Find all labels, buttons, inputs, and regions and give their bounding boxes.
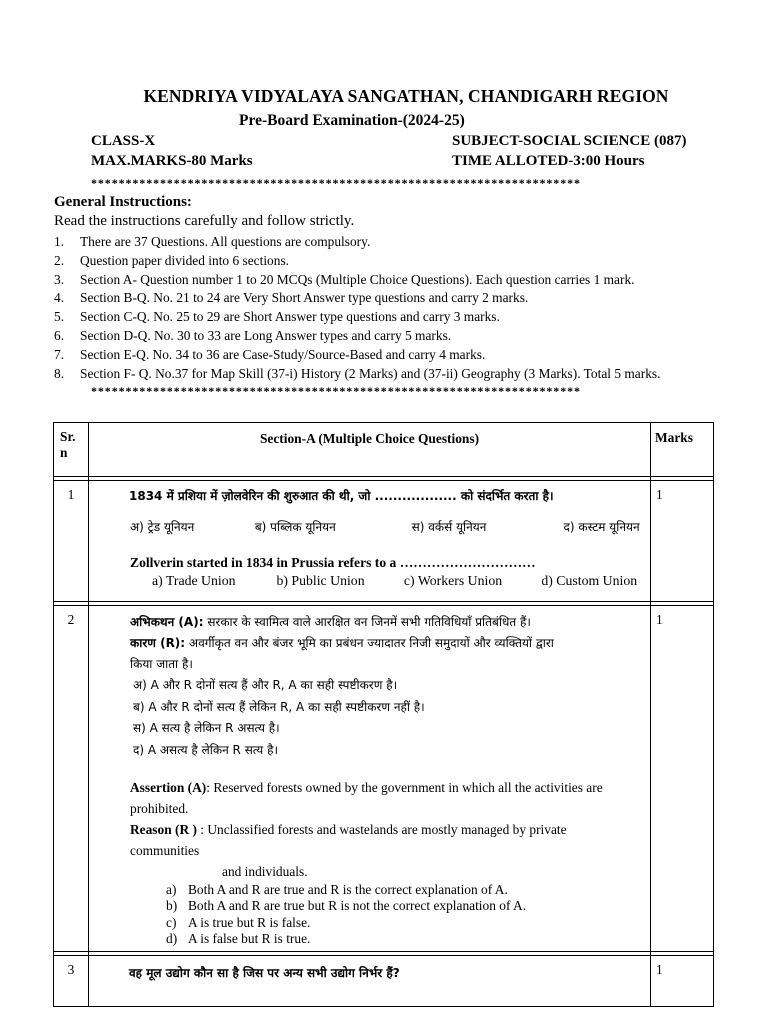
question-cell <box>89 481 651 602</box>
instruction-number: 6. <box>54 327 65 343</box>
option-hindi: ब) A और R दोनों सत्य हैं लेकिन R, A का सही स्पष्टीकरण नहीं है। <box>133 699 425 714</box>
question-hindi: 1834 में प्रशिया में ज़ोलवेरिन की शुरुआत की थी, जो .................. को संदर्भित करता है। <box>129 489 554 503</box>
option-english: d) A is false but R is true. <box>166 930 311 946</box>
question-hindi: वह मूल उद्योग कौन सा है जिस पर अन्य सभी उद्योग निर्भर हैं? <box>129 966 400 981</box>
instruction-number: 1. <box>54 234 65 249</box>
option-hindi: द) कस्टम यूनियन <box>563 520 640 534</box>
option-english: c) Workers Union <box>403 573 503 588</box>
reason-english: Reason (R ) : Unclassified forests and wastelands are mostly managed by private <box>130 822 567 837</box>
option-hindi: द) A असत्य है लेकिन R सत्य है। <box>133 742 278 757</box>
instruction-text: Section F- Q. No.37 for Map Skill (37-i) History (2 Marks) and (37-ii) Geography (3 Marks). Total 5 marks. <box>80 365 661 381</box>
instruction-text: Section C-Q. No. 25 to 29 are Short Answer type questions and carry 3 marks. <box>80 309 500 325</box>
options-english <box>130 573 650 589</box>
star-divider-bottom: *********************************************************************** <box>91 385 581 397</box>
question-marks: 1 <box>651 956 714 1007</box>
instruction-text: Section A- Question number 1 to 20 MCQs (Multiple Choice Questions). Each question carries 1 mark. <box>80 271 635 287</box>
max-marks-label: MAX.MARKS-80 Marks <box>91 153 253 169</box>
instruction-number: 8. <box>54 365 65 381</box>
instruction-text: Section E-Q. No. 34 to 36 are Case-Study/Source-Based and carry 4 marks. <box>80 346 486 362</box>
instruction-number: 2. <box>54 252 65 268</box>
question-cell <box>89 606 651 952</box>
question-number: 3 <box>54 956 89 1007</box>
option-hindi: अ) A और R दोनों सत्य हैं और R, A का सही स्पष्टीकरण है। <box>133 678 398 692</box>
time-label: TIME ALLOTED-3:00 Hours <box>452 153 645 169</box>
table-row <box>54 606 714 952</box>
option-english: a) Both A and R are true and R is the correct explanation of A. <box>166 882 508 897</box>
question-table <box>53 422 714 1007</box>
question-number: 2 <box>54 606 89 952</box>
question-english: Zollverin started in 1834 in Prussia refers to a ………………………… <box>130 555 536 570</box>
instruction-number: 3. <box>54 271 65 287</box>
instruction-text: Section B-Q. No. 21 to 24 are Very Short Answer type questions and carry 2 marks. <box>80 290 529 306</box>
options-english <box>130 882 650 947</box>
option-hindi: ब) पब्लिक यूनियन <box>254 520 336 534</box>
option-english: d) Custom Union <box>541 573 638 588</box>
table-row <box>54 956 714 1007</box>
star-divider-top: *********************************************************************** <box>91 177 581 189</box>
option-hindi: अ) ट्रेड यूनियन <box>130 520 195 534</box>
option-english: a) Trade Union <box>152 573 236 588</box>
instruction-number: 7. <box>54 346 65 362</box>
question-number: 1 <box>54 481 89 602</box>
class-label: CLASS-X <box>91 133 156 149</box>
question-marks: 1 <box>651 606 714 952</box>
instruction-text: There are 37 Questions. All questions are compulsory. <box>80 234 371 249</box>
reason-hindi: कारण (R): अवर्गीकृत वन और बंजर भूमि का प्रबंधन ज्यादातर निजी समुदायों और व्यक्तियों द्वारा <box>130 636 554 650</box>
options-hindi <box>130 518 650 535</box>
col-header-section: Section-A (Multiple Choice Questions) <box>89 423 651 477</box>
assertion-hindi: अभिकथन (A): सरकार के स्वामित्व वाले आरक्षित वन जिनमें सभी गतिविधियाँ प्रतिबंधित हैं। <box>130 615 531 629</box>
instruction-number: 4. <box>54 290 65 306</box>
question-cell <box>89 956 651 1007</box>
option-english: b) Both A and R are true but R is not the correct explanation of A. <box>166 898 527 914</box>
exam-subtitle: Pre-Board Examination-(2024-25) <box>239 112 465 129</box>
instruction-number: 5. <box>54 309 65 325</box>
question-marks: 1 <box>651 481 714 602</box>
school-title: KENDRIYA VIDYALAYA SANGATHAN, CHANDIGARH REGION <box>143 86 669 106</box>
instruction-text: Section D-Q. No. 30 to 33 are Long Answer types and carry 5 marks. <box>80 327 452 343</box>
option-hindi: स) वर्कर्स यूनियन <box>411 520 487 534</box>
option-english: b) Public Union <box>276 573 365 588</box>
col-header-sr: Sr. n <box>54 423 89 477</box>
instruction-text: Question paper divided into 6 sections. <box>80 252 290 268</box>
reason-hindi-cont: किया जाता है। <box>130 657 193 671</box>
instructions-lead: Read the instructions carefully and follow strictly. <box>54 213 355 229</box>
table-header-row <box>54 423 714 477</box>
option-english: c) A is true but R is false. <box>166 914 311 930</box>
assertion-english: Assertion (A): Reserved forests owned by the government in which all the activities are prohibited. Reason (R ) : Unclassified forests and wastelands are mostly managed by private communities and individuals. <box>130 777 650 882</box>
option-hindi: स) A सत्य है लेकिन R असत्य है। <box>133 721 280 735</box>
col-header-marks: Marks <box>651 423 714 477</box>
instructions-title: General Instructions: <box>54 194 192 210</box>
subject-label: SUBJECT-SOCIAL SCIENCE (087) <box>452 133 687 149</box>
table-row <box>54 481 714 602</box>
